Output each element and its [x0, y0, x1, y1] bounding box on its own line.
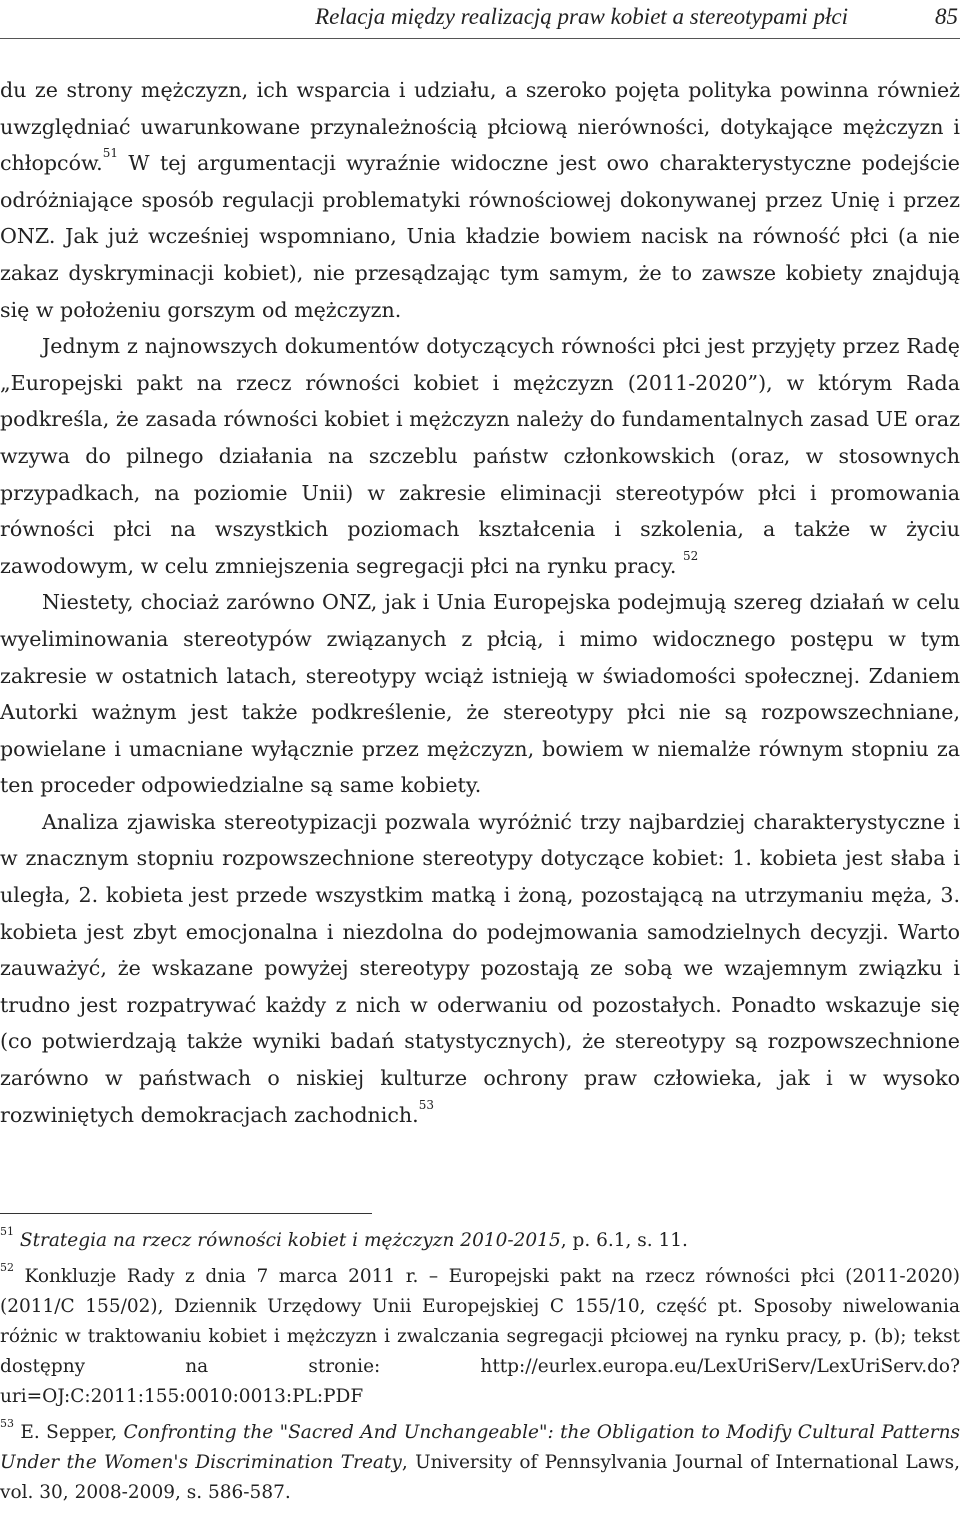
paragraph-4 [0, 804, 960, 1133]
paragraph-4-text: Analiza zjawiska stereotypizacji pozwala wyróżnić trzy najbardziej charakterystyczne i w znacznym stopniu rozpowszechnione stereotypy dotyczące kobiet: 1. kobieta jest słaba i uległa, 2. kobieta jest przede wszystkim matką i żoną, pozostającą na utrzymaniu męża, 3. kobieta jest zbyt emocjonalna i niezdolna do podejmowania samodzielnych decyzji. Warto zauważyć, że wskazane powyżej stereotypy pozostają ze sobą we wzajemnym związku i trudno jest rozpatrywać każdy z nich w oderwaniu od pozostałych. Ponadto wskazuje się (co potwierdzają także wyniki badań statystycznych), że stereotypy są rozpowszechnione zarówno w państwach o niskiej kulturze ochrony praw człowieka, jak i w wysoko rozwiniętych demokracjach zachodnich. [0, 809, 960, 1127]
footnote-number: 52 [0, 1261, 14, 1274]
paragraph-1 [0, 72, 960, 328]
footnote-ref-51[interactable]: 51 [102, 146, 118, 161]
footnote-ref-52[interactable]: 52 [682, 548, 699, 563]
footnote-52 [0, 1262, 960, 1412]
running-title: Relacja między realizacją praw kobiet a stereotypami płci [315, 4, 848, 29]
footnote-number: 53 [0, 1417, 14, 1430]
footnote-rule [0, 1213, 372, 1214]
footnote-author: E. Sepper, [20, 1422, 124, 1443]
footnote-ref-53[interactable]: 53 [418, 1097, 435, 1112]
paragraph-1-cont: W tej argumentacji wyraźnie widoczne jest owo charakterystyczne podejście odróżniające sposób regulacji problematyki równościowej dokonywanej przez Unię i przez ONZ. Jak już wcześniej wspomniano, Unia kładzie bowiem nacisk na równość płci (a nie zakaz dyskryminacji kobiet), nie przesądzając tym samym, że to zawsze kobiety znajdują się w położeniu gorszym od mężczyzn. [0, 151, 960, 322]
paragraph-2 [0, 328, 960, 584]
footnote-rest: , University of Pennsylvania Journal of International Laws, vol. 30, 2008-2009, s. 586-587. [0, 1452, 960, 1503]
paragraph-3: Niestety, chociaż zarówno ONZ, jak i Unia Europejska podejmują szereg działań w celu wyeliminowania stereotypów związanych z płcią, i mimo widocznego postępu w tym zakresie w ostatnich latach, stereotypy wciąż istnieją w świadomości społecznej. Zdaniem Autorki ważnym jest także podkreślenie, że stereotypy płci nie są rozpowszechniane, powielane i umacniane wyłącznie przez mężczyzn, bowiem w niemalże równym stopniu za ten proceder odpowiedzialne są same kobiety. [0, 590, 960, 798]
page-number: 85 [935, 4, 958, 29]
paragraph-2-text: Jednym z najnowszych dokumentów dotyczących równości płci jest przyjęty przez Radę „Europejski pakt na rzecz równości kobiet i mężczyzn (2011-2020”), w którym Rada podkreśla, że zasada równości kobiet i mężczyzn należy do fundamentalnych zasad UE oraz wzywa do pilnego działania na szczeblu państw członkowskich (oraz, w stosownych przypadkach, na poziomie Unii) w zakresie eliminacji stereotypów płci i promowania równości płci na wszystkich poziomach kształcenia i szkolenia, a także w życiu zawodowym, w celu zmniejszenia segregacji płci na rynku pracy. [0, 334, 960, 578]
page-header [0, 0, 960, 40]
footnotes [0, 1226, 960, 1514]
main-text [0, 72, 960, 1133]
footnote-53 [0, 1418, 960, 1508]
footnote-rest: , p. 6.1, s. 11. [560, 1230, 688, 1251]
footnote-text: Konkluzje Rady z dnia 7 marca 2011 r. – Europejski pakt na rzecz równości płci (2011-2020) (2011/C 155/02), Dziennik Urzędowy Unii Europejskiej C 155/10, część pt. Sposoby niwelowania różnic w traktowaniu kobiet i mężczyzn i zwalczania segregacji płciowej na rynku pracy, p. (b); tekst dostępny na stronie: http://eurlex.europa.eu/LexUriServ/LexUriServ.do?uri=OJ:C:2011:155:0010:0013:PL:PDF [0, 1266, 960, 1407]
footnote-number: 51 [0, 1225, 14, 1238]
footnote-title: Confronting the "Sacred And Unchangeable": the Obligation to Modify Cultural Patterns Under the Women's Discrimination Treaty [0, 1422, 960, 1473]
header-rule [0, 38, 960, 39]
paragraph-1-text: du ze strony mężczyzn, ich wsparcia i udziału, a szeroko pojęta polityka powinna również uwzględniać uwarunkowane przynależnością płciową nierówności, dotykające mężczyzn i chłopców. [0, 78, 960, 176]
footnote-title: Strategia na rzecz równości kobiet i mężczyzn 2010-2015 [19, 1230, 561, 1251]
footnote-51 [0, 1226, 960, 1256]
